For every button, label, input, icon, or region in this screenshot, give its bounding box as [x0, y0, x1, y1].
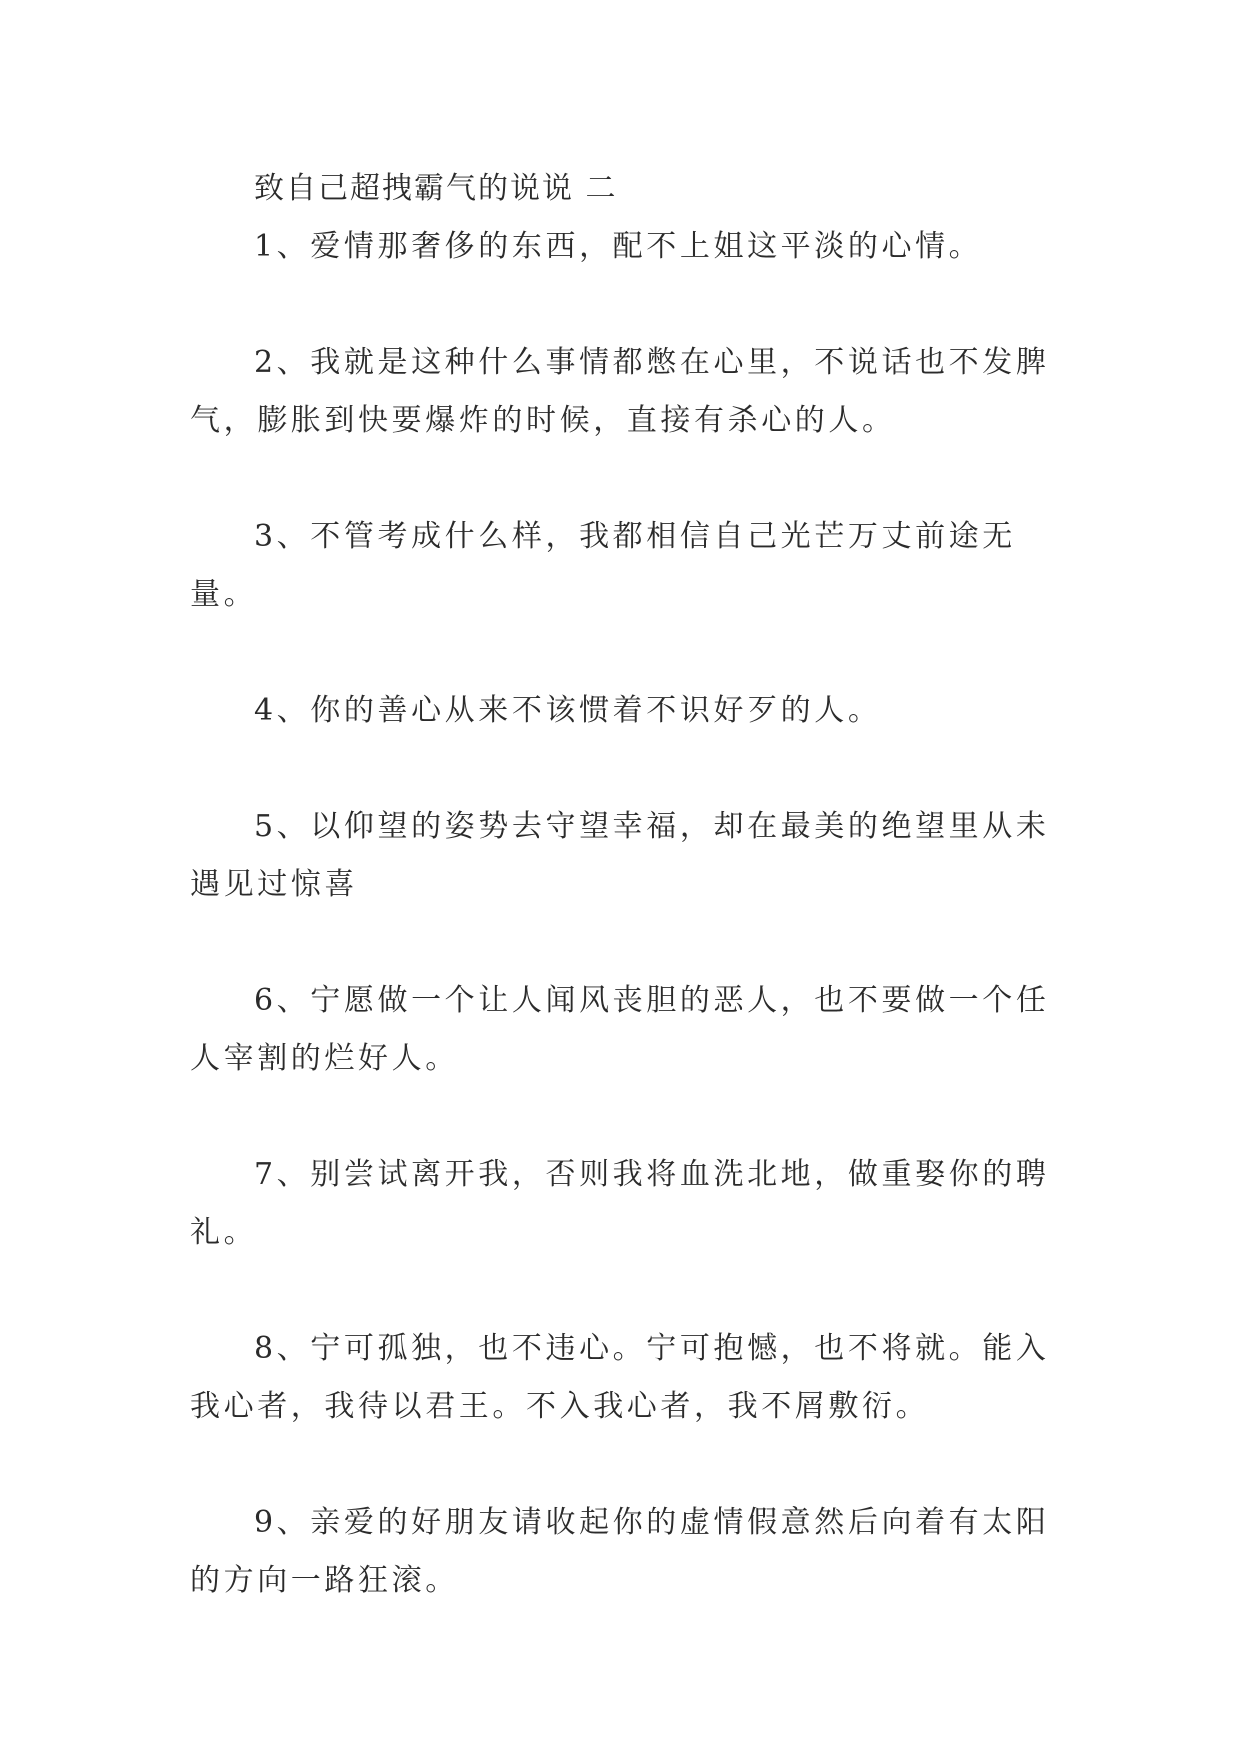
- saying-item-8: 8、宁可孤独，也不违心。宁可抱憾，也不将就。能入我心者，我待以君王。不入我心者，我不屑敷衍。: [190, 1331, 1050, 1424]
- saying-item-3: 3、不管考成什么样，我都相信自己光芒万丈前途无量。: [190, 519, 1016, 612]
- saying-item-2: 2、我就是这种什么事情都憋在心里，不说话也不发脾气，膨胀到快要爆炸的时候，直接有杀心的人。: [190, 345, 1050, 438]
- document-body: [190, 160, 1050, 1668]
- saying-item-1: 1、爱情那奢侈的东西，配不上姐这平淡的心情。: [254, 229, 983, 264]
- saying-list: [190, 218, 1050, 1610]
- document-title: 致自己超拽霸气的说说 二: [254, 171, 618, 206]
- saying-item-5: 5、以仰望的姿势去守望幸福，却在最美的绝望里从未遇见过惊喜: [190, 809, 1050, 902]
- saying-item-6: 6、宁愿做一个让人闻风丧胆的恶人，也不要做一个任人宰割的烂好人。: [190, 983, 1050, 1076]
- saying-item-9: 9、亲爱的好朋友请收起你的虚情假意然后向着有太阳的方向一路狂滚。: [190, 1505, 1050, 1598]
- saying-item-4: 4、你的善心从来不该惯着不识好歹的人。: [254, 693, 882, 728]
- saying-item-7: 7、别尝试离开我，否则我将血洗北地，做重娶你的聘礼。: [190, 1157, 1050, 1250]
